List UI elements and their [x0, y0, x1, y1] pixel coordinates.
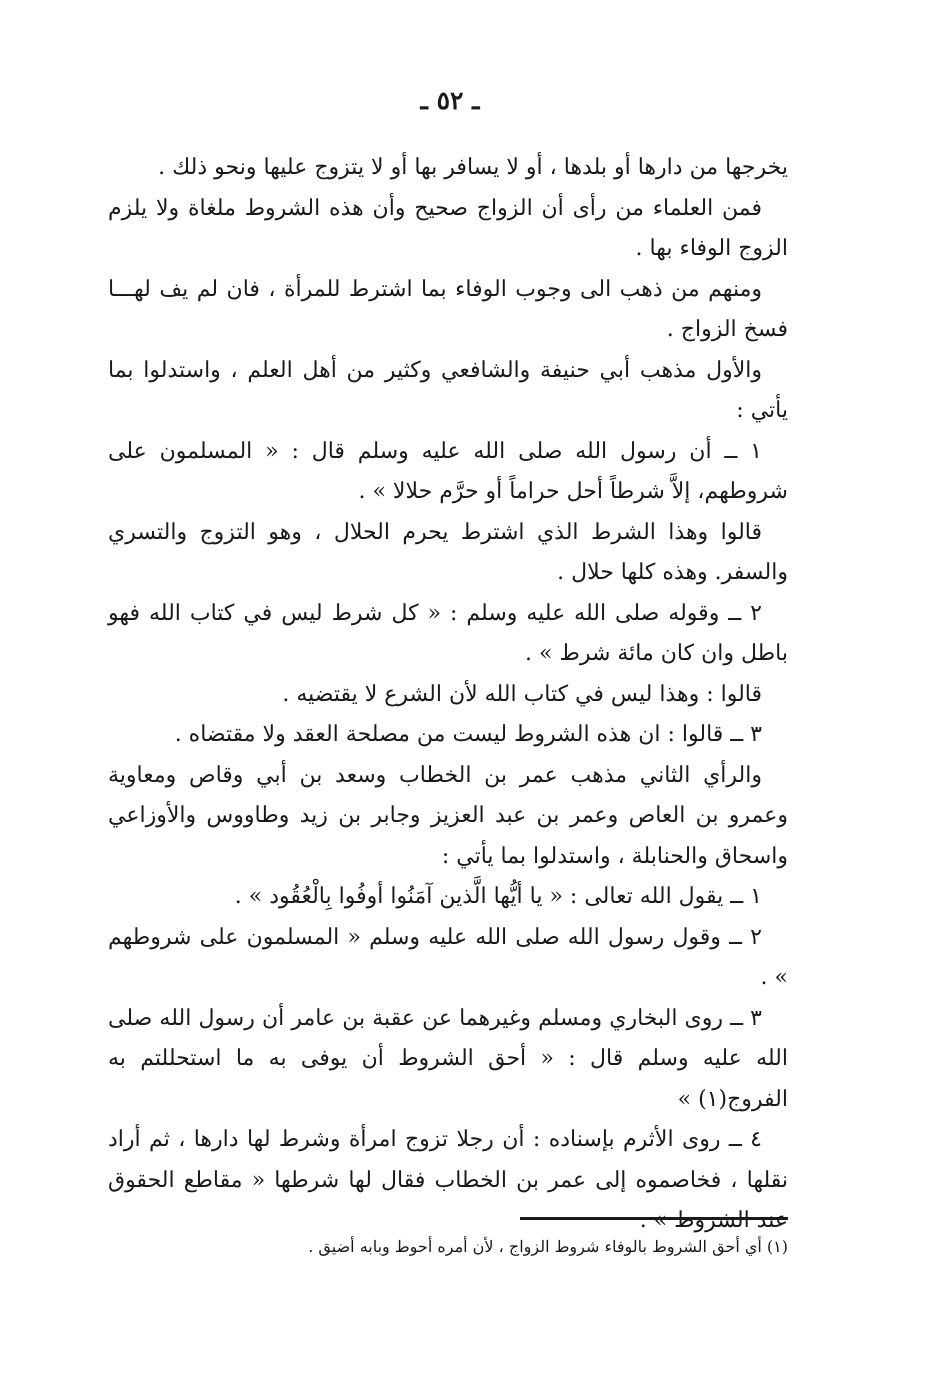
footnote: (١) أي أحق الشروط بالوفاء شروط الزواج ، لأن أمره أحوط وبابه أضيق . [308, 1237, 788, 1256]
paragraph: ١ ــ أن رسول الله صلى الله عليه وسلم قال : « المسلمون على شروطهم، إلاَّ شرطاً أحل حراماً أو حرَّم حلالا » . [108, 438, 788, 504]
paragraph: قالوا : وهذا ليس في كتاب الله لأن الشرع لا يقتضيه . [282, 681, 762, 707]
paragraph: والأول مذهب أبي حنيفة والشافعي وكثير من أهل العلم ، واستدلوا بما يأتي : [108, 357, 788, 423]
paragraph: ٢ ــ وقول رسول الله صلى الله عليه وسلم « المسلمون على شروطهم » . [108, 924, 788, 990]
paragraph: قالوا وهذا الشرط الذي اشترط يحرم الحلال ، وهو التزوج والتسري والسفر. وهذه كلها حلال . [108, 519, 788, 585]
footnote-divider [520, 1217, 788, 1220]
paragraph: ومنهم من ذهب الى وجوب الوفاء بما اشترط للمرأة ، فان لم يف لهـــا فسخ الزواج . [108, 276, 788, 342]
paragraph: يخرجها من دارها أو بلدها ، أو لا يسافر بها أو لا يتزوج عليها ونحو ذلك . [158, 155, 788, 180]
body-text [108, 148, 788, 1242]
paragraph: ٣ ــ روى البخاري ومسلم وغيرهما عن عقبة بن عامر أن رسول الله صلى الله عليه وسلم قال : « أحق الشروط أن يوفى به ما استحللتم به الفروج(١) » [108, 1005, 788, 1112]
paragraph: ٤ ــ روى الأثرم بإسناده : أن رجلا تزوج امرأة وشرط لها دارها ، ثم أراد نقلها ، فخاصموه إلى عمر بن الخطاب فقال لها شرطها « مقاطع الحقوق عند الشروط » . [108, 1127, 788, 1233]
paragraph: فمن العلماء من رأى أن الزواج صحيح وأن هذه الشروط ملغاة ولا يلزم الزوج الوفاء بها . [108, 195, 788, 261]
paragraph: والرأي الثاني مذهب عمر بن الخطاب وسعد بن أبي وقاص ومعاوية وعمرو بن العاص وعمر بن عبد العزيز وجابر بن زيد وطاووس والأوزاعي واسحاق والحنابلة ، واستدلوا بما يأتي : [108, 762, 788, 869]
page-number: ـ ٥٢ ـ [420, 86, 480, 115]
paragraph: ١ ــ يقول الله تعالى : « يا أيُّها الَّذين آمَنُوا أوفُوا بِالْعُقُود » . [234, 884, 762, 909]
paragraph: ٣ ــ قالوا : ان هذه الشروط ليست من مصلحة العقد ولا مقتضاه . [174, 722, 762, 747]
paragraph: ٢ ــ وقوله صلى الله عليه وسلم : « كل شرط ليس في كتاب الله فهو باطل وان كان مائة شرط » . [108, 600, 788, 666]
